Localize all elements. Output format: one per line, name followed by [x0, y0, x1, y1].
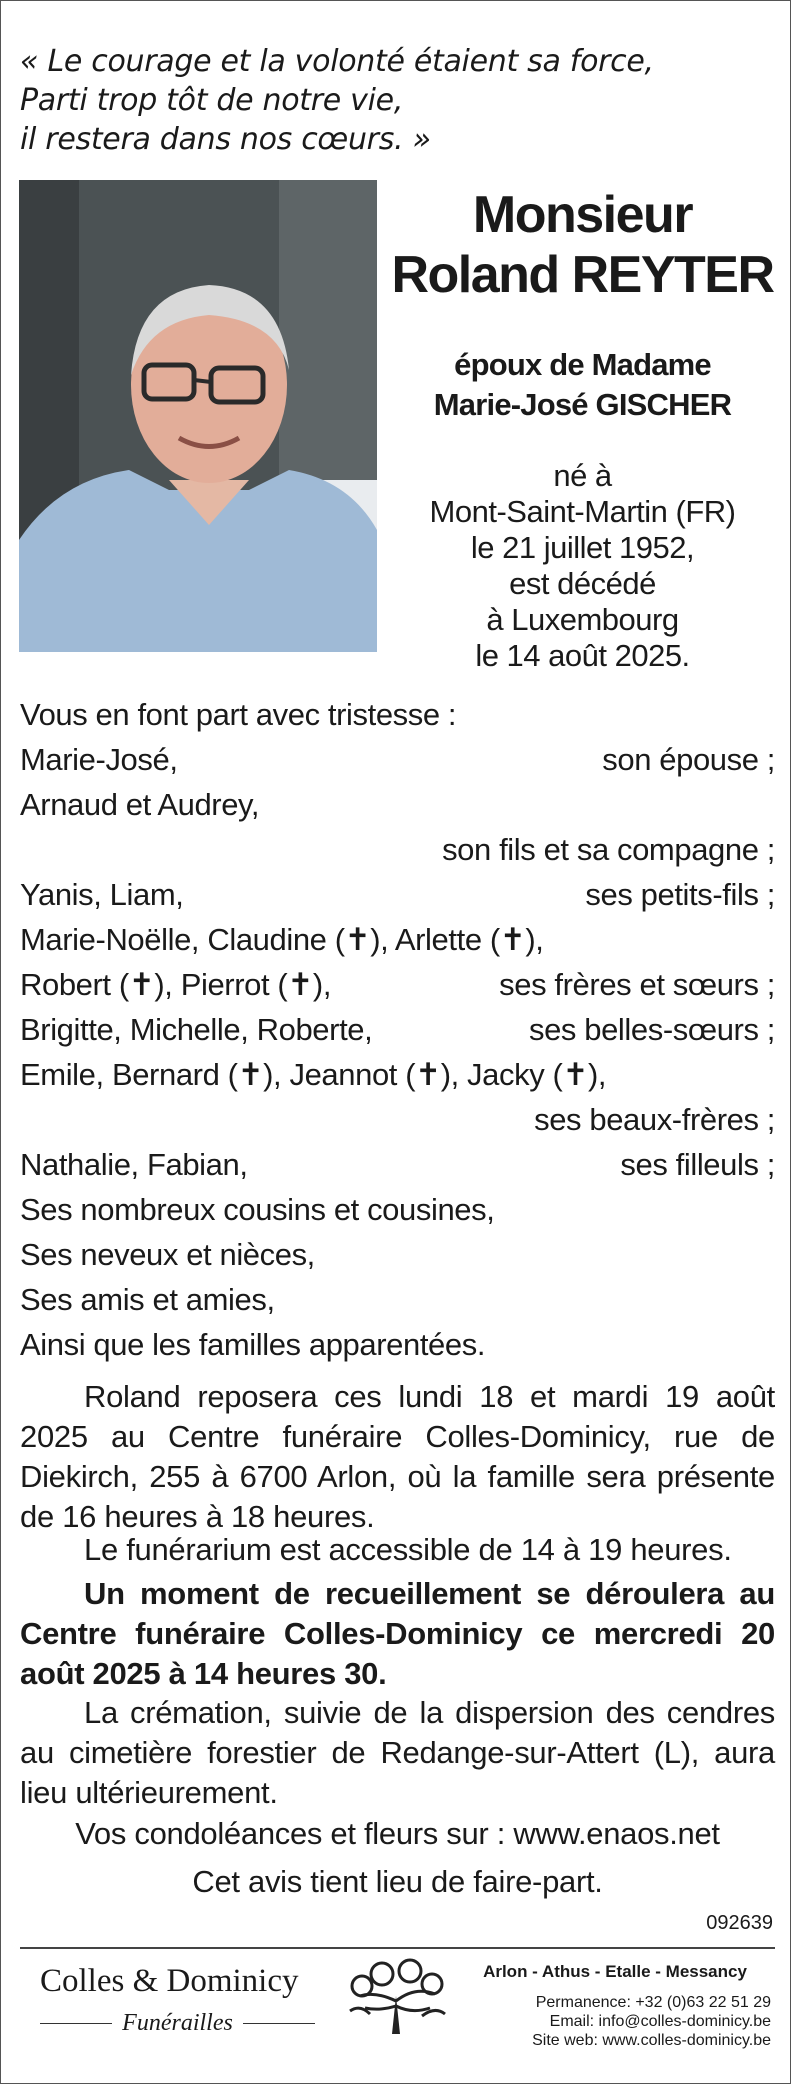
email-line[interactable]: Email: info@colles-dominicy.be	[549, 2013, 771, 2030]
deceased-portrait-photo	[19, 180, 377, 652]
footer-divider	[20, 1947, 775, 1949]
wake-paragraph: Roland reposera ces lundi 18 et mardi 19 août 2025 au Centre funéraire Colles-Dominicy, rue de Diekirch, 255 à 6700 Arlon, où la famille sera présente de 16 heures à 18 heures.	[20, 1379, 775, 1534]
family-row: Marie-Noëlle, Claudine (✝), Arlette (✝),	[20, 922, 544, 957]
quote-line: « Le courage et la volonté étaient sa force,	[20, 44, 654, 79]
family-row: Ses neveux et nièces,	[20, 1237, 315, 1272]
birth-death-info	[390, 458, 775, 674]
birth-line: le 14 août 2025.	[475, 638, 690, 673]
ceremony-paragraph: Un moment de recueillement se déroulera au Centre funéraire Colles-Dominicy ce mercredi 20 août 2025 à 14 heures 30.	[20, 1576, 775, 1691]
spouse-line: Marie-José GISCHER	[433, 387, 732, 422]
family-row: Ainsi que les familles apparentées.	[20, 1327, 486, 1362]
family-row: Arnaud et Audrey,	[20, 787, 260, 822]
notice-line: Cet avis tient lieu de faire-part.	[192, 1864, 603, 1899]
branch-cities: Arlon - Athus - Etalle - Messancy	[483, 1962, 747, 1981]
family-row: Robert (✝), Pierrot (✝), ses frères et sœurs ;	[20, 967, 775, 1002]
family-row: Brigitte, Michelle, Roberte, ses belles-sœurs ;	[20, 1012, 775, 1047]
funeral-home-logo-name: Colles & Dominicy	[40, 1963, 299, 1999]
birth-line: né à	[553, 458, 612, 493]
family-list	[20, 692, 775, 1367]
website-line[interactable]: Site web: www.colles-dominicy.be	[532, 2032, 771, 2049]
funeral-home-logo-subtitle: Funérailles	[40, 2010, 315, 2037]
quote-line: il restera dans nos cœurs. »	[20, 122, 431, 157]
spouse-info	[390, 345, 775, 425]
condolences-line: Vos condoléances et fleurs sur : www.enaos.net	[75, 1816, 720, 1851]
family-row: Marie-José, son épouse ;	[20, 742, 775, 777]
deceased-name	[390, 185, 775, 305]
access-paragraph: Le funérarium est accessible de 14 à 19 heures.	[84, 1532, 732, 1567]
birth-line: Mont-Saint-Martin (FR)	[429, 494, 736, 529]
tree-logo-icon	[340, 1956, 455, 2036]
family-row: son fils et sa compagne ;	[442, 832, 775, 867]
family-row: Emile, Bernard (✝), Jeannot (✝), Jacky (✝),	[20, 1057, 607, 1092]
family-row: ses beaux-frères ;	[534, 1102, 775, 1137]
quote-line: Parti trop tôt de notre vie,	[20, 83, 404, 118]
family-row: Ses nombreux cousins et cousines,	[20, 1192, 495, 1227]
birth-line: est décédé	[509, 566, 656, 601]
family-row: Nathalie, Fabian, ses filleuls ;	[20, 1147, 775, 1182]
birth-line: le 21 juillet 1952,	[470, 530, 695, 565]
birth-line: à Luxembourg	[486, 602, 679, 637]
cremation-paragraph: La crémation, suivie de la dispersion des cendres au cimetière forestier de Redange-sur-Attert (L), aura lieu ultérieurement.	[20, 1695, 775, 1810]
phone-line: Permanence: +32 (0)63 22 51 29	[535, 1994, 771, 2011]
contact-info	[532, 1993, 771, 2050]
family-row: Yanis, Liam, ses petits-fils ;	[20, 877, 775, 912]
epigraph-quote	[20, 42, 654, 159]
spouse-line: époux de Madame	[454, 347, 711, 382]
reference-number: 092639	[706, 1912, 773, 1934]
honorific: Monsieur	[472, 186, 693, 244]
family-row: Ses amis et amies,	[20, 1282, 275, 1317]
family-row: Vous en font part avec tristesse :	[20, 697, 457, 732]
full-name: Roland REYTER	[391, 246, 774, 304]
